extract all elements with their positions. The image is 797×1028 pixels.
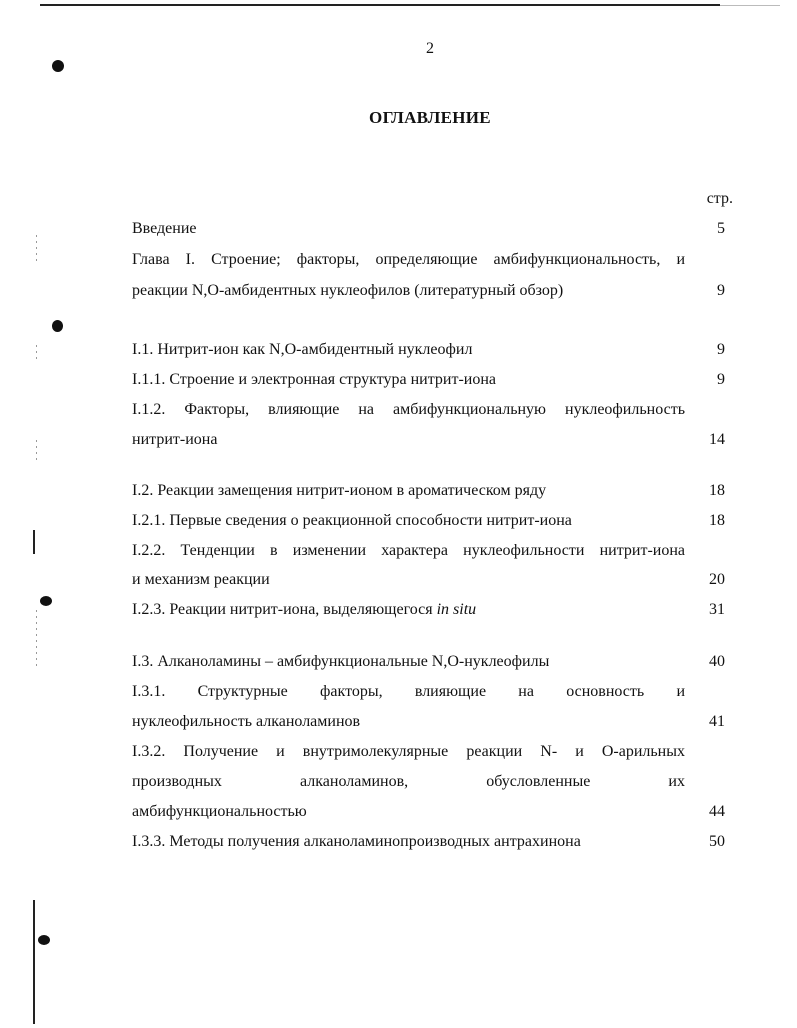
toc-entry-text: реакции N,O-амбидентных нуклеофилов (литературный обзор) [132, 282, 564, 299]
toc-entry-text: I.3.3. Методы получения алканоламинопроизводных антрахинона [132, 833, 581, 850]
scan-edge-dots [36, 345, 37, 363]
toc-entry-page: 9 [717, 282, 725, 299]
toc-entry-text: I.3. Алканоламины – амбифункциональные N,O-нуклеофилы [132, 653, 550, 670]
toc-entry-text-part: I.2.3. Реакции нитрит-иона, выделяющегося [132, 601, 433, 618]
toc-entry-text: I.2.2. Тенденции в изменении характера нуклеофильности нитрит-иона [132, 542, 685, 559]
toc-entry-page: 5 [717, 220, 725, 237]
toc-entry-text: I.1.2. Факторы, влияющие на амбифункциональную нуклеофильность [132, 401, 685, 418]
toc-entry-text [132, 600, 685, 620]
toc-entry-text: нуклеофильность алканоламинов [132, 713, 361, 730]
toc-entry-page: 14 [709, 431, 725, 448]
scan-hole-mark [52, 320, 63, 332]
scan-top-border-faint [720, 5, 780, 6]
scan-edge-dots [36, 440, 37, 460]
toc-entry-italic: in situ [436, 601, 477, 618]
toc-entry-page: 50 [709, 833, 725, 850]
toc-entry-text: Введение [132, 220, 197, 237]
scan-top-border [40, 4, 720, 6]
toc-entry-page: 40 [709, 653, 725, 670]
toc-entry-page: 18 [709, 482, 725, 499]
toc-entry-text: I.1. Нитрит-ион как N,O-амбидентный нуклеофил [132, 341, 473, 358]
scan-hole-mark [40, 596, 52, 606]
scan-hole-mark [52, 60, 64, 72]
scan-edge-dots [36, 235, 37, 265]
page-number: 2 [426, 40, 434, 57]
toc-entry-text: I.2. Реакции замещения нитрит-ионом в ароматическом ряду [132, 482, 547, 499]
toc-entry-text: I.2.1. Первые сведения о реакционной способности нитрит-иона [132, 512, 572, 529]
toc-entry-text: амбифункциональностью [132, 803, 307, 820]
page-title: ОГЛАВЛЕНИЕ [369, 108, 491, 127]
toc-entry-page: 20 [709, 571, 725, 588]
scan-edge-line [33, 530, 35, 554]
scan-hole-mark [38, 935, 50, 945]
toc-entry-page: 44 [709, 803, 725, 820]
toc-entry-text: и механизм реакции [132, 571, 270, 588]
scan-edge-line [33, 900, 35, 1024]
page-column-label: стр. [706, 190, 733, 207]
toc-entry-page: 9 [717, 341, 725, 358]
toc-entry-text: нитрит-иона [132, 431, 218, 448]
toc-entry-page: 31 [709, 601, 725, 618]
toc-entry-text: I.3.2. Получение и внутримолекулярные реакции N- и O-арильных [132, 743, 685, 760]
toc-entry-page: 9 [717, 371, 725, 388]
toc-entry-text: I.1.1. Строение и электронная структура нитрит-иона [132, 371, 497, 388]
toc-entry-text: Глава I. Строение; факторы, определяющие амбифункциональность, и [132, 251, 685, 268]
toc-entry-page: 18 [709, 512, 725, 529]
scan-edge-dots [36, 610, 37, 670]
toc-entry-text: I.3.1. Структурные факторы, влияющие на основность и [132, 683, 685, 700]
toc-entry-page: 41 [709, 713, 725, 730]
toc-entry-text: производных алканоламинов, обусловленные их [132, 773, 685, 790]
